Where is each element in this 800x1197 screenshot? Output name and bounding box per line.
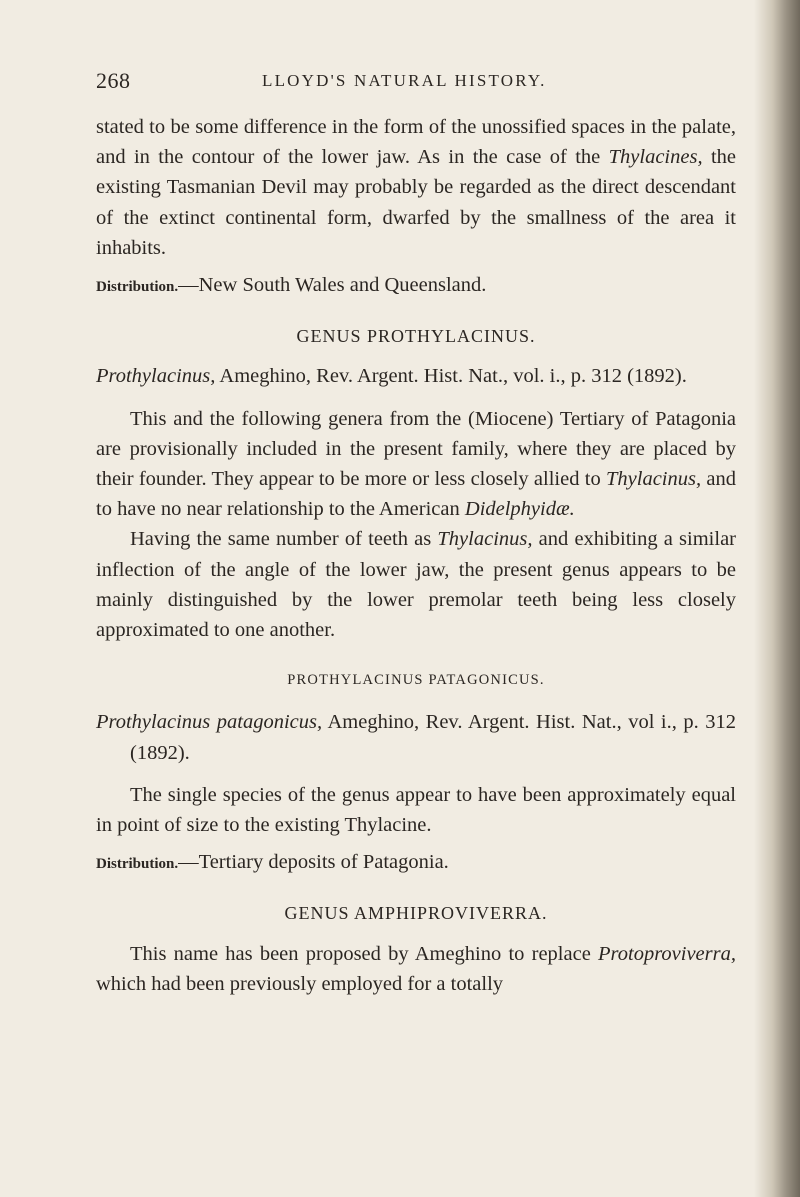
paragraph-miocene: This and the following genera from the (Miocene) Tertiary of Patagonia are provisionally included in the present family, where they are placed by their founder. They appear to be more or less closely allied to Thylacinus, and to have no near relationship to the American Didelphyidæ. bbox=[96, 407, 736, 521]
distribution-line-2: Distribution.—Tertiary deposits of Patagonia. bbox=[96, 851, 449, 874]
body-text bbox=[96, 112, 736, 999]
paragraph-size: The single species of the genus appear to have been approximately equal in point of size to the existing Thylacine. bbox=[96, 783, 736, 837]
reference-prothylacinus: Prothylacinus, Ameghino, Rev. Argent. Hist. Nat., vol. i., p. 312 (1892). bbox=[96, 365, 687, 388]
paragraph-devil: stated to be some difference in the form of the unossified spaces in the palate, and in the contour of the lower jaw. As in the case of the Thylacines, the existing Tasmanian Devil may probably be regarded as the direct descendant of the extinct continental form, dwarfed by the smallness of the area it inhabits. bbox=[96, 116, 737, 259]
distribution-label: Distribution. bbox=[96, 856, 179, 873]
paragraph-amphiproviverra: This name has been proposed by Ameghino to replace Protoproviverra, which had been previously employed for a totally bbox=[96, 942, 736, 995]
genus-heading-prothylacinus: GENUS PROTHYLACINUS. bbox=[296, 326, 536, 347]
running-title: LLOYD'S NATURAL HISTORY. bbox=[262, 71, 547, 90]
reference-patagonicus: Prothylacinus patagonicus, Ameghino, Rev. Argent. Hist. Nat., vol i., p. 312 (1892). bbox=[96, 711, 736, 764]
genus-heading-amphiproviverra: GENUS AMPHIPROVIVERRA. bbox=[284, 903, 548, 924]
page-edge-shadow bbox=[754, 0, 800, 1197]
species-heading-patagonicus: PROTHYLACINUS PATAGONICUS. bbox=[287, 672, 545, 689]
distribution-label: Distribution. bbox=[96, 279, 179, 296]
page-number: 268 bbox=[96, 68, 131, 93]
page-header bbox=[0, 68, 800, 98]
distribution-line-1: Distribution.—New South Wales and Queensland. bbox=[96, 274, 487, 297]
paragraph-teeth: Having the same number of teeth as Thylacinus, and exhibiting a similar inflection of the angle of the lower jaw, the present genus appears to be mainly distinguished by the lower premolar teeth being less closely approximated to one another. bbox=[96, 528, 736, 642]
italic-term: Thylacines, bbox=[608, 146, 703, 169]
